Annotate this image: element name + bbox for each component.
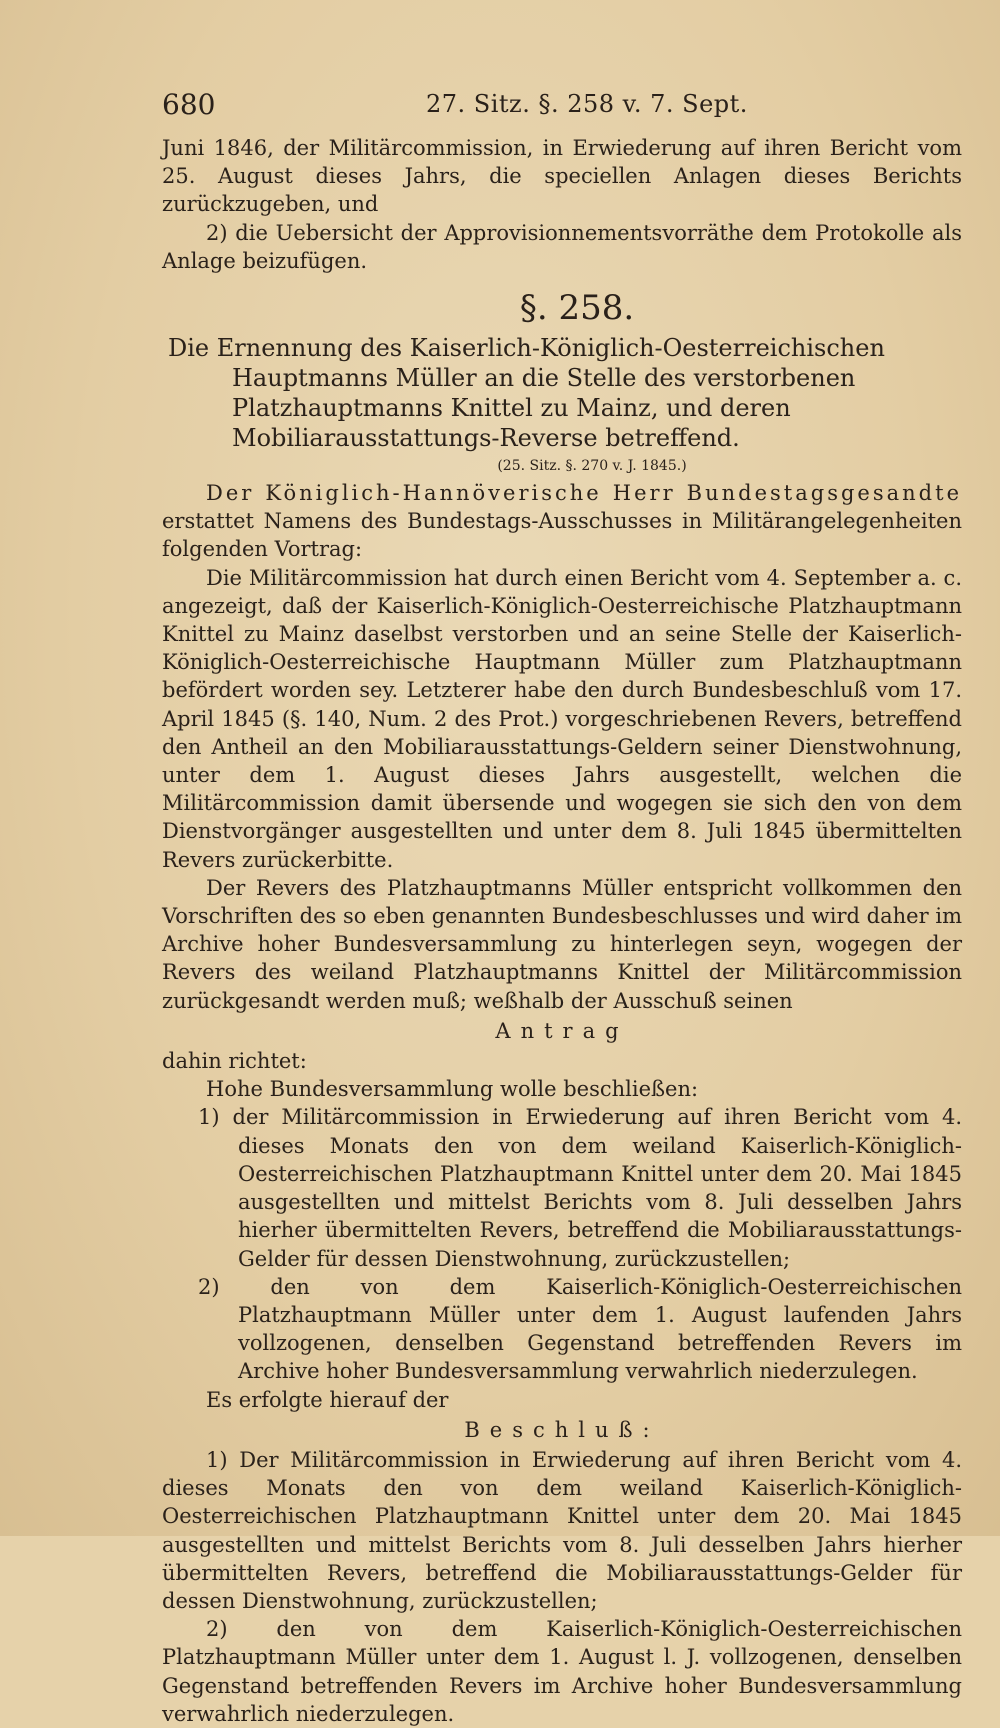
antrag-lead: Hohe Bundesversammlung wolle beschließen:	[206, 1077, 699, 1102]
envoy-name: Der Königlich-Hannöverische Herr Bundestagsgesandte	[206, 481, 962, 506]
antrag-item-2: 2) den von dem Kaiserlich-Königlich-Oesterreichischen Platzhauptmann Müller unter dem 1. August laufenden Jahrs vollzogenen, denselben Gegenstand betreffenden Revers im Archive hoher Bundesversammlung verwahrlich niederzulegen.	[198, 1274, 962, 1384]
antrag-heading: Antrag	[495, 1018, 629, 1043]
antrag-intro: dahin richtet:	[162, 1049, 307, 1074]
report-paragraph-2: Der Revers des Platzhauptmanns Müller entspricht vollkommen den Vorschriften des so eben genannten Bundesbeschlusses und wird daher im Archive hoher Bundesversammlung zu hinterlegen seyn, wogegen der Revers des weiland Platzhauptmanns Knittel der Militärcommission zurückgesandt werden muß; weßhalb der Ausschuß seinen	[162, 875, 962, 1013]
page-number: 680	[162, 88, 216, 121]
running-head: 27. Sitz. §. 258 v. 7. Sept.	[426, 90, 748, 118]
antrag-item-1: 1) der Militärcommission in Erwiederung auf ihren Bericht vom 4. dieses Monats den von dem weiland Kaiserlich-Königlich-Oesterreichischen Platzhauptmann Knittel unter dem 20. Mai 1845 ausgestellten und mittelst Berichts vom 8. Juli desselben Jahrs hierher übermittelten Revers, betreffend die Mobiliarausstattungs-Gelder für dessen Dienstwohnung, zurückzustellen;	[198, 1105, 962, 1271]
section-title: Die Ernennung des Kaiserlich-Königlich-Oesterreichischen Hauptmanns Müller an die Stelle des verstorbenen Platzhauptmanns Knittel zu Mainz, und deren Mobiliarausstattungs-Reverse betreffend.	[168, 334, 885, 453]
intro-item-2: 2) die Uebersicht der Approvisionnementsvorräthe dem Protokolle als Anlage beizufügen.	[162, 220, 962, 273]
resolution-intro: Es erfolgte hierauf der	[206, 1387, 449, 1412]
intro-paragraph: Juni 1846, der Militärcommission, in Erwiederung auf ihren Bericht vom 25. August dieses Jahrs, die speciellen Anlagen dieses Berichts zurückzugeben, und	[162, 136, 962, 217]
report-intro-rest: erstattet Namens des Bundestags-Ausschusses in Militärangelegenheiten folgenden Vortrag:	[162, 509, 962, 562]
beschluss-item-2: 2) den von dem Kaiserlich-Königlich-Oesterreichischen Platzhauptmann Müller unter dem 1. August l. J. vollzogenen, denselben Gegenstand betreffenden Revers im Archive hoher Bundesversammlung verwahrlich niederzulegen.	[162, 1617, 962, 1726]
section-citation: (25. Sitz. §. 270 v. J. 1845.)	[497, 458, 687, 475]
beschluss-heading: Beschluß:	[464, 1417, 660, 1442]
report-intro-paragraph	[162, 479, 962, 564]
beschluss-item-1: 1) Der Militärcommission in Erwiederung auf ihren Bericht vom 4. dieses Monats den von dem weiland Kaiserlich-Königlich-Oesterreichischen Platzhauptmann Knittel unter dem 20. Mai 1845 ausgestellten und mittelst Berichts vom 8. Juli desselben Jahrs hierher übermittelten Revers, betreffend die Mobiliarausstattungs-Gelder für dessen Dienstwohnung, zurückzustellen;	[162, 1447, 962, 1613]
section-number: §. 258.	[519, 288, 635, 329]
report-paragraph-1: Die Militärcommission hat durch einen Bericht vom 4. September a. c. angezeigt, daß der Kaiserlich-Königlich-Oesterreichische Platzhauptmann Knittel zu Mainz daselbst verstorben und an seine Stelle der Kaiserlich-Königlich-Oesterreichische Hauptmann Müller zum Platzhauptmann befördert worden sey. Letzterer habe den durch Bundesbeschluß vom 17. April 1845 (§. 140, Num. 2 des Prot.) vorgeschriebenen Revers, betreffend den Antheil an den Mobiliarausstattungs-Geldern seiner Dienstwohnung, unter dem 1. August dieses Jahrs ausgestellt, welchen die Militärcommission damit übersende und wogegen sie sich den von dem Dienstvorgänger ausgestellten und unter dem 8. Juli 1845 übermittelten Revers zurückerbitte.	[162, 565, 962, 872]
page-header	[162, 88, 958, 128]
page-body	[162, 134, 962, 1728]
